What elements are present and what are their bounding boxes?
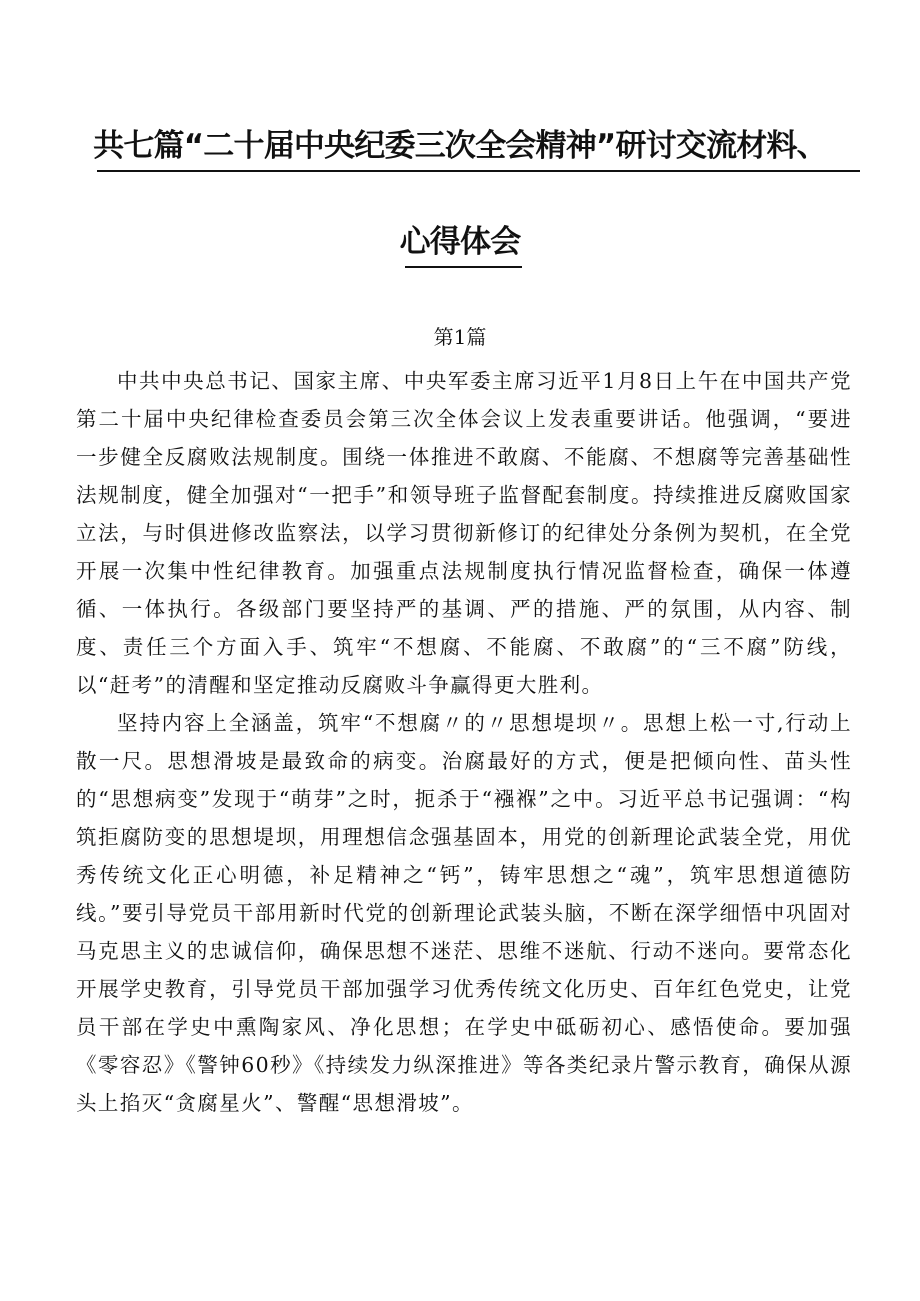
title-line-1-text: 共七篇“二十届中央纪委三次全会精神”研讨交流材料、 [93,128,827,164]
title-line-2 [60,224,860,270]
section-heading: 第1篇 [433,325,487,349]
title-underline [405,266,522,268]
document-title [60,128,860,270]
title-line-1 [60,128,860,174]
paragraph: 中共中央总书记、国家主席、中央军委主席习近平1月8日上午在中国共产党第二十届中央纪律检查委员会第三次全体会议上发表重要讲话。他强调，“要进一步健全反腐败法规制度。围绕一体推进不敢腐、不能腐、不想腐等完善基础性法规制度，健全加强对“一把手”和领导班子监督配套制度。持续推进反腐败国家立法，与时俱进修改监察法，以学习贯彻新修订的纪律处分条例为契机，在全党开展一次集中性纪律教育。加强重点法规制度执行情况监督检查，确保一体遵循、一体执行。各级部门要坚持严的基调、严的措施、严的氛围，从内容、制度、责任三个方面入手、筑牢“不想腐、不能腐、不敢腐”的“三不腐”防线，以“赶考”的清醒和坚定推动反腐败斗争赢得更大胜利。 [76,369,852,697]
title-line-2-text: 心得体会 [399,224,521,260]
document-body [76,362,852,1122]
title-underline [97,170,860,172]
paragraph: 坚持内容上全涵盖，筑牢“不想腐〃的〃思想堤坝〃。思想上松一寸,行动上散一尺。思想滑坡是最致命的病变。治腐最好的方式，便是把倾向性、苗头性的“思想病变”发现于“萌芽”之时，扼杀于“襁褓”之中。习近平总书记强调：“构筑拒腐防变的思想堤坝，用理想信念强基固本，用党的创新理论武装全党，用优秀传统文化正心明德，补足精神之“钙”，铸牢思想之“魂”，筑牢思想道德防线。”要引导党员干部用新时代党的创新理论武装头脑，不断在深学细悟中巩固对马克思主义的忠诚信仰，确保思想不迷茫、思维不迷航、行动不迷向。要常态化开展学史教育，引导党员干部加强学习优秀传统文化历史、百年红色党史，让党员干部在学史中熏陶家风、净化思想；在学史中砥砺初心、感悟使命。要加强《零容忍》《警钟60秒》《持续发力纵深推进》等各类纪录片警示教育，确保从源头上掐灭“贪腐星火”、警醒“思想滑坡”。 [76,711,852,1115]
